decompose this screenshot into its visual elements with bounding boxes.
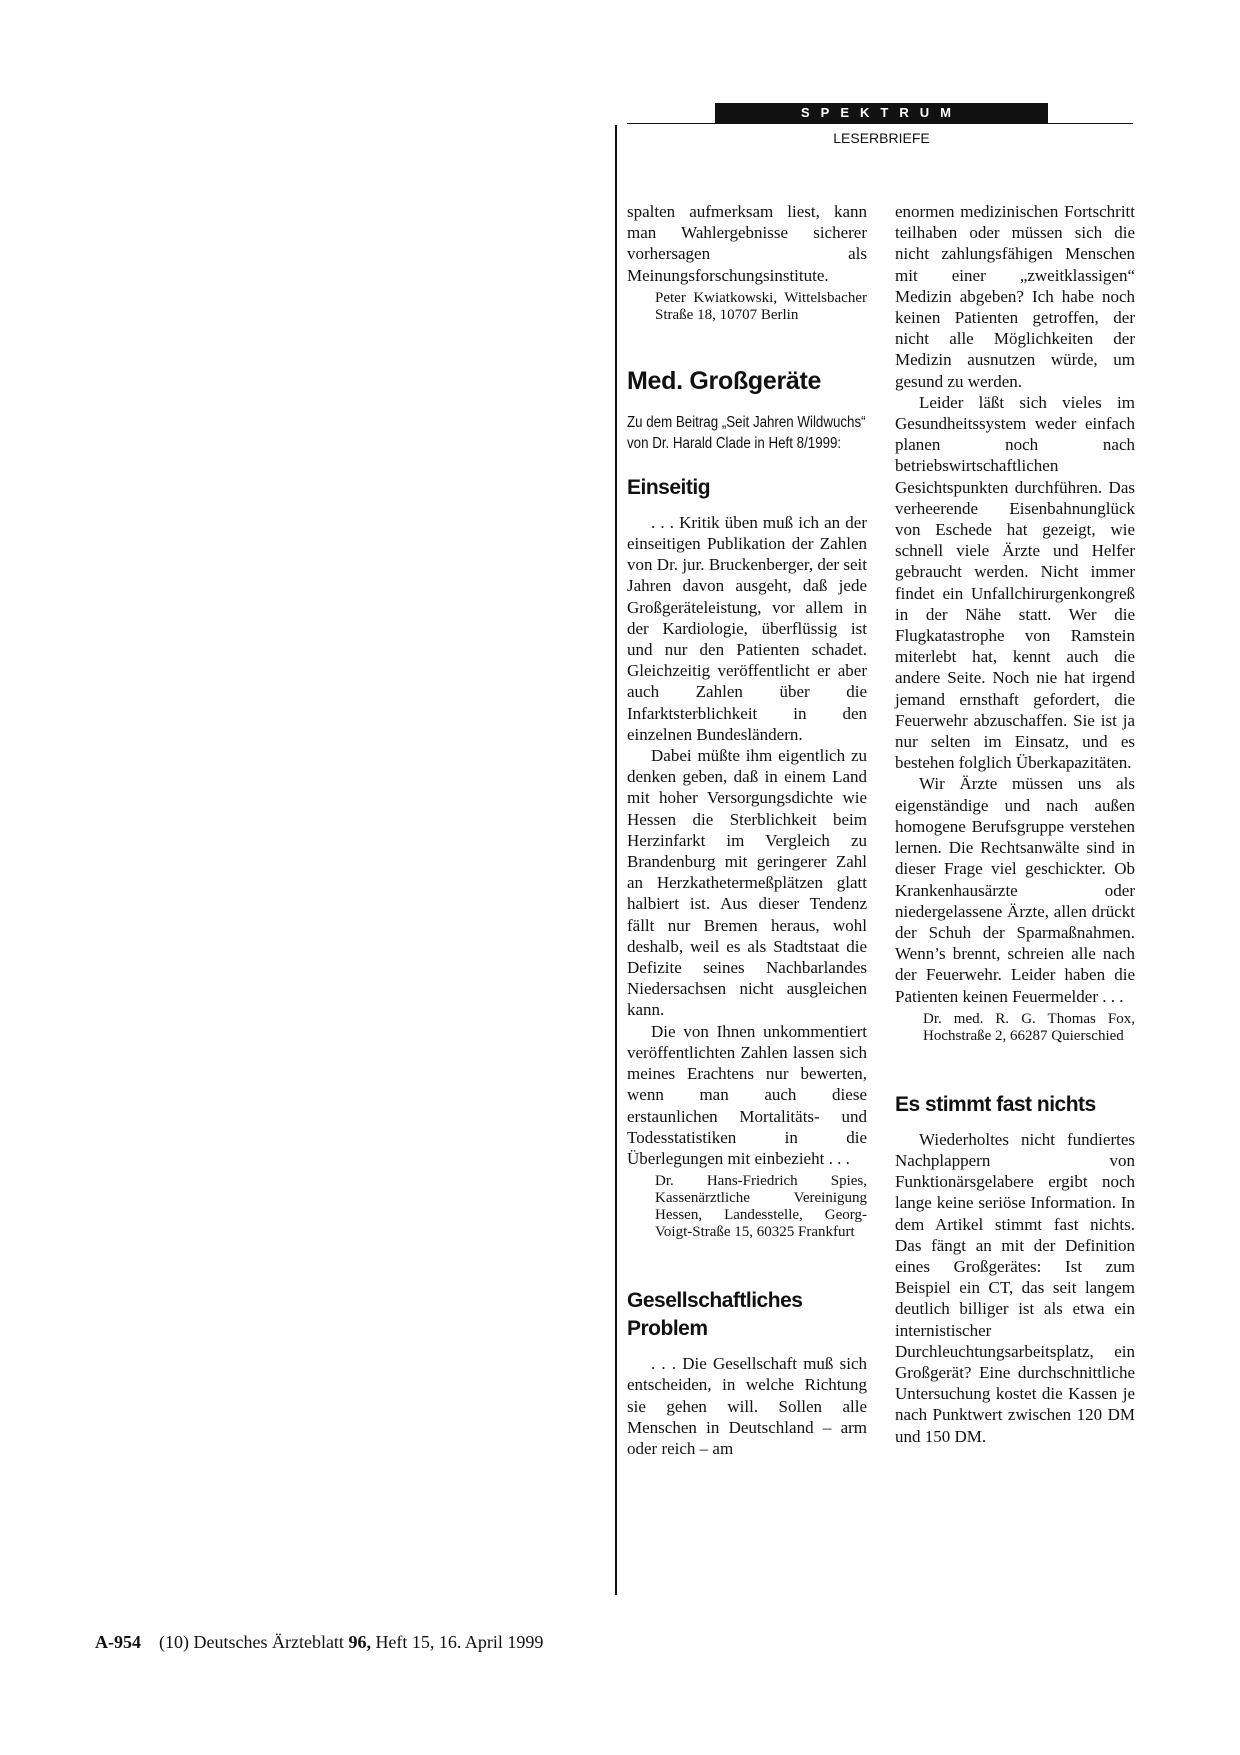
page-number: A-954 [95,1632,141,1652]
column-rule [615,125,617,1595]
letter-paragraph: Dabei müßte ihm eigentlich zu denken geben, daß in einem Land mit hoher Versorgungsdichte wie Hessen die Sterblichkeit beim Herzinfarkt im Vergleich zu Brandenburg mit geringerer Zahl an Herzkathetermeßplätzen glatt halbiert ist. Aus dieser Tendenz fällt nur Bremen heraus, wohl deshalb, weil es als Stadtstaat die Defizite seines Nachbarlandes Niedersachsen nicht ausgleichen kann. [627,746,867,1020]
letter-continuation: spalten aufmerksam liest, kann man Wahlergebnisse sicherer vorhersagen als Meinungsforschungsinstitute. [627,202,867,285]
section-label: LESERBRIEFE [833,130,930,146]
letter-paragraph: Die von Ihnen unkommentiert veröffentlichten Zahlen lassen sich meines Erachtens nur bewerten, wenn man auch diese erstaunlichen Mortalitäts- und Todesstatistiken in die Überlegungen mit einbezieht . . . [627,1021,867,1168]
signature: Dr. med. R. G. Thomas Fox, Hochstraße 2, 66287 Quierschied [923,1010,1135,1044]
page-footer [95,1632,543,1653]
letter-heading: Es stimmt fast nichts [895,1092,1096,1116]
citation-text: (10) Deutsches Ärzteblatt [159,1632,349,1652]
letter-heading: Einseitig [627,475,711,499]
left-column [627,201,867,1459]
letter-paragraph: Wir Ärzte müssen uns als eigenständige und nach außen homogene Berufsgruppe verstehen lernen. Die Rechtsanwälte sind in dieser Frage viel geschickter. Ob Krankenhausärzte oder niedergelassene Ärzte, allen drückt der Schuh der Sparmaßnahmen. Wenn’s brennt, schreien alle nach der Feuerwehr. Leider haben die Patienten keinen Feuermelder . . . [895,774,1135,1006]
main-headline: Med. Großgeräte [627,366,822,395]
letter-paragraph: . . . Die Gesellschaft muß sich entscheiden, in welche Richtung sie gehen will. Sollen alle Menschen in Deutschland – arm oder reich – am [627,1354,867,1458]
signature: Peter Kwiatkowski, Wittelsbacher Straße 18, 10707 Berlin [655,289,867,323]
letter-paragraph: Wiederholtes nicht fundiertes Nachplappern von Funktionärsgelabere ergibt noch lange keine seriöse Information. In dem Artikel stimmt fast nichts. Das fängt an mit der Definition eines Großgerätes: Ist zum Beispiel ein CT, das seit langem deutlich billiger ist als etwa ein internistischer Durchleuchtungsarbeitsplatz, ein Großgerät? Eine durchschnittliche Untersuchung kostet die Kassen je nach Punktwert zwischen 120 DM und 150 DM. [895,1129,1135,1446]
letter-paragraph: enormen medizinischen Fortschritt teilhaben oder müssen sich die nicht zahlungsfähigen Menschen mit einer „zweitklassigen“ Medizin abgeben? Ich habe noch keinen Patienten getroffen, der nicht alle Möglichkeiten der Medizin ausnutzen würde, um gesund zu werden. [895,202,1135,391]
reference-intro: Zu dem Beitrag „Seit Jahren Wildwuchs“ von Dr. Harald Clade in Heft 8/1999: [627,413,866,452]
letter-paragraph: . . . Kritik üben muß ich an der einseitigen Publikation der Zahlen von Dr. jur. Bruckenberger, der seit Jahren davon ausgeht, daß jede Großgeräteleistung, vor allem in der Kardiologie, überflüssig ist und nur den Patienten schadet. Gleichzeitig veröffentlicht er aber auch Zahlen über die Infarktsterblichkeit in den einzelnen Bundesländern. [627,512,867,744]
letter-heading: Gesellschaftliches Problem [627,1289,803,1341]
volume-number: 96, [348,1632,371,1652]
right-column [895,201,1135,1447]
signature: Dr. Hans-Friedrich Spies, Kassenärztliche Vereinigung Hessen, Landesstelle, Georg-Voigt-Straße 15, 60325 Frankfurt [655,1173,867,1241]
header-rule [627,123,1133,124]
section-banner: SPEKTRUM [715,103,1048,123]
citation-date: Heft 15, 16. April 1999 [370,1632,544,1652]
letter-paragraph: Leider läßt sich vieles im Gesundheitssystem weder einfach planen noch nach betriebswirtschaftlichen Gesichtspunkten durchführen. Das verheerende Eisenbahnunglück von Eschede hat gezeigt, wie schnell viele Ärzte und Helfer gebraucht werden. Nicht immer findet ein Unfallchirurgenkongreß in der Nähe statt. Wer die Flugkatastrophe von Ramstein miterlebt hat, kennt auch die andere Seite. Noch nie hat irgend jemand ernsthaft gefordert, die Feuerwehr abzuschaffen. Sie ist ja nur selten im Einsatz, und es bestehen folglich Überkapazitäten. [895,392,1135,773]
